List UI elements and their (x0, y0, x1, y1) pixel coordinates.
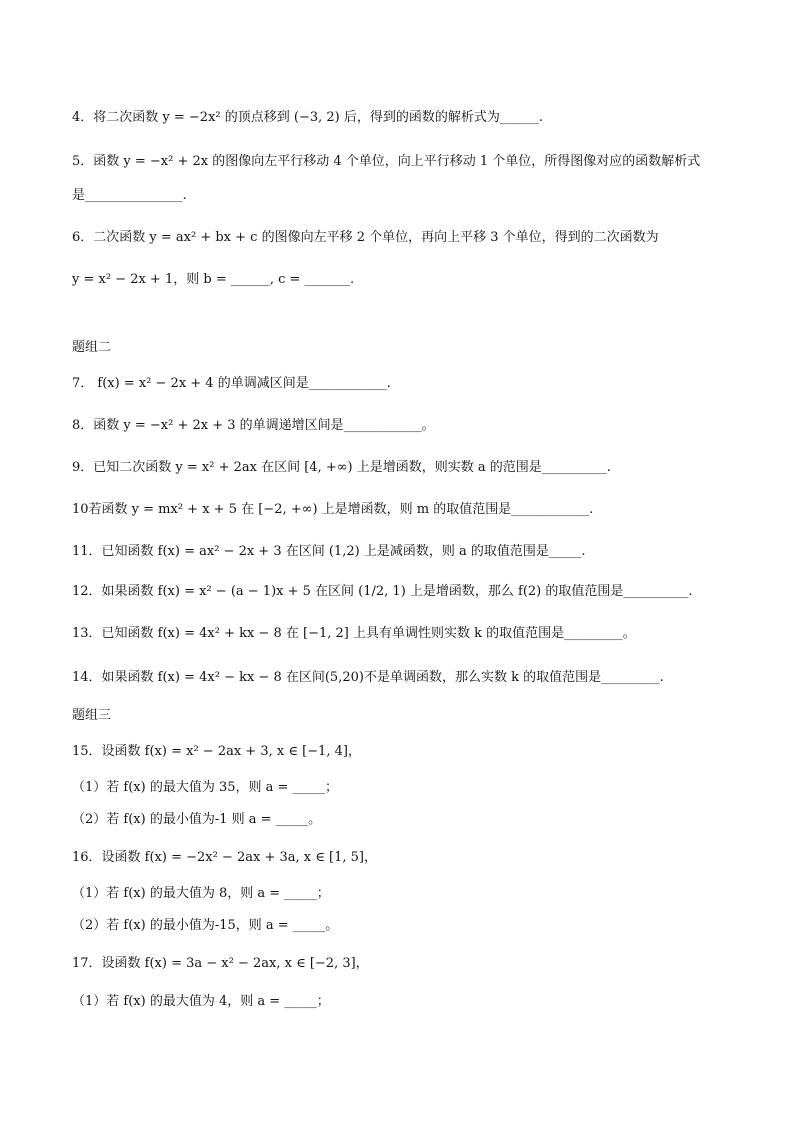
problem-line: （1）若 f(x) 的最大值为 8，则 a = _____； (72, 886, 330, 901)
problem-line: y = x² − 2x + 1，则 b = ______, c = _______. (72, 272, 355, 287)
problem-line: 4．将二次函数 y = −2x² 的顶点移到 (−3, 2) 后，得到的函数的解析式为______. (72, 110, 543, 125)
problem-line: 5．函数 y = −x² + 2x 的图像向左平行移动 4 个单位，向上平行移动 1 个单位，所得图像对应的函数解析式 (72, 154, 701, 169)
problem-line: 13．已知函数 f(x) = 4x² + kx − 8 在 [−1, 2] 上具有单调性则实数 k 的取值范围是_________。 (72, 626, 636, 641)
problem-line: （2）若 f(x) 的最小值为-15，则 a = _____。 (72, 918, 339, 933)
section-heading: 题组三 (72, 708, 112, 723)
problem-line: （1）若 f(x) 的最大值为 35，则 a = _____； (72, 780, 339, 795)
problem-line: 8．函数 y = −x² + 2x + 3 的单调递增区间是____________。 (72, 418, 435, 433)
problem-line: 15．设函数 f(x) = x² − 2ax + 3, x ∈ [−1, 4]， (72, 744, 361, 759)
problem-line: 7． f(x) = x² − 2x + 4 的单调减区间是____________. (72, 376, 391, 391)
problem-line: 10若函数 y = mx² + x + 5 在 [−2, +∞) 上是增函数，则 m 的取值范围是____________. (72, 502, 594, 517)
problem-line: 是_______________. (72, 188, 187, 203)
problem-line: （1）若 f(x) 的最大值为 4，则 a = _____； (72, 994, 330, 1009)
problem-line: 11．已知函数 f(x) = ax² − 2x + 3 在区间 (1,2) 上是减函数，则 a 的取值范围是_____. (72, 544, 586, 559)
problem-line: 17．设函数 f(x) = 3a − x² − 2ax, x ∈ [−2, 3]， (72, 956, 369, 971)
problem-line: 14．如果函数 f(x) = 4x² − kx − 8 在区间(5,20)不是单调函数，那么实数 k 的取值范围是_________. (72, 670, 664, 685)
section-heading: 题组二 (72, 340, 112, 355)
problem-line: 6．二次函数 y = ax² + bx + c 的图像向左平移 2 个单位，再向上平移 3 个单位，得到的二次函数为 (72, 230, 659, 245)
problem-line: 9．已知二次函数 y = x² + 2ax 在区间 [4, +∞) 上是增函数，则实数 a 的范围是__________. (72, 460, 611, 475)
problem-line: 16．设函数 f(x) = −2x² − 2ax + 3a, x ∈ [1, 5]， (72, 850, 377, 865)
problem-line: 12．如果函数 f(x) = x² − (a − 1)x + 5 在区间 (1/2, 1) 上是增函数，那么 f(2) 的取值范围是__________. (72, 584, 693, 599)
problem-line: （2）若 f(x) 的最小值为-1 则 a = _____。 (72, 812, 322, 827)
